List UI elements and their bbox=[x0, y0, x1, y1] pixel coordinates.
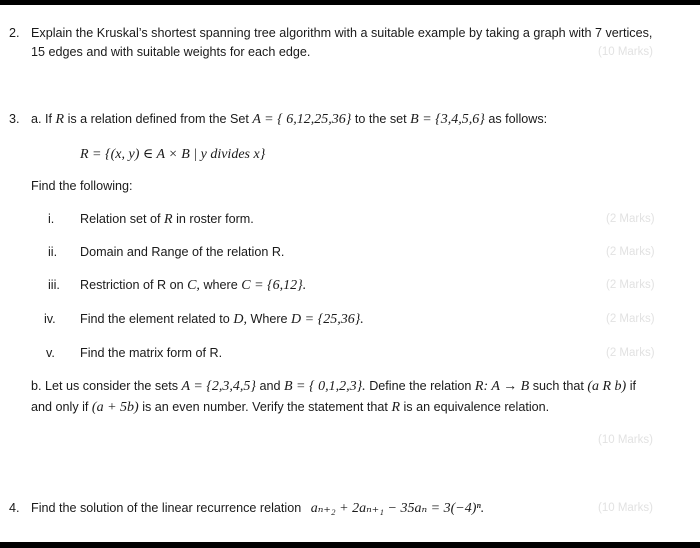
q3a-item-v-marks: (2 Marks) bbox=[606, 347, 655, 359]
q4-number: 4. bbox=[9, 501, 20, 515]
q2-number: 2. bbox=[9, 26, 20, 40]
q3b-line1: b. Let us consider the sets A = {2,3,4,5} and B = { 0,1,2,3}. Define the relation R: A → B such that (a R b) if bbox=[31, 379, 637, 394]
q3b-marks: (10 Marks) bbox=[598, 434, 653, 446]
q3a-intro: a. If R is a relation defined from the Set A = { 6,12,25,36} to the set B = {3,4,5,6} as follows: bbox=[31, 112, 548, 127]
q3a-item-v-text: Find the matrix form of R. bbox=[80, 346, 223, 360]
q3a-item-ii-text: Domain and Range of the relation R. bbox=[80, 245, 285, 259]
q3a-find-following: Find the following: bbox=[31, 179, 133, 193]
q3a-item-i-numeral: i. bbox=[48, 212, 55, 226]
q3a-item-iii-text: Restriction of R on C, where C = {6,12}. bbox=[80, 278, 307, 293]
top-border bbox=[0, 0, 700, 5]
q2-text-line1: Explain the Kruskal’s shortest spanning tree algorithm with a suitable example by taking a graph with 7 vertices, bbox=[31, 26, 653, 40]
q4-equation: aₙ₊₂ + 2aₙ₊₁ − 35aₙ = 3(−4)ⁿ. bbox=[310, 501, 485, 516]
q3a-item-iv-numeral: iv. bbox=[44, 312, 56, 326]
q3a-item-iv-text: Find the element related to D, Where D = {25,36}. bbox=[80, 312, 364, 327]
q3a-item-iv-marks: (2 Marks) bbox=[606, 313, 655, 325]
q3a-item-iii-numeral: iii. bbox=[48, 278, 60, 292]
q3a-item-v-numeral: v. bbox=[46, 346, 55, 360]
q3a-item-i-marks: (2 Marks) bbox=[606, 213, 655, 225]
q2-marks: (10 Marks) bbox=[598, 46, 653, 58]
q3a-item-iii-marks: (2 Marks) bbox=[606, 279, 655, 291]
bottom-border bbox=[0, 542, 700, 548]
q3a-relation-definition: R = {(x, y) ∈ A × B | y divides x} bbox=[80, 147, 266, 162]
q2-text-line2: 15 edges and with suitable weights for each edge. bbox=[31, 45, 311, 59]
q4-marks: (10 Marks) bbox=[598, 502, 653, 514]
q3a-item-ii-numeral: ii. bbox=[48, 245, 58, 259]
q3a-item-i-text: Relation set of R in roster form. bbox=[80, 212, 254, 227]
q3a-item-ii-marks: (2 Marks) bbox=[606, 246, 655, 258]
q3b-line2: and only if (a + 5b) is an even number. Verify the statement that R is an equivalence relation. bbox=[31, 400, 550, 415]
q3-number: 3. bbox=[9, 112, 20, 126]
q4-text: Find the solution of the linear recurrence relation aₙ₊₂ + 2aₙ₊₁ − 35aₙ = 3(−4)ⁿ. bbox=[31, 501, 485, 516]
